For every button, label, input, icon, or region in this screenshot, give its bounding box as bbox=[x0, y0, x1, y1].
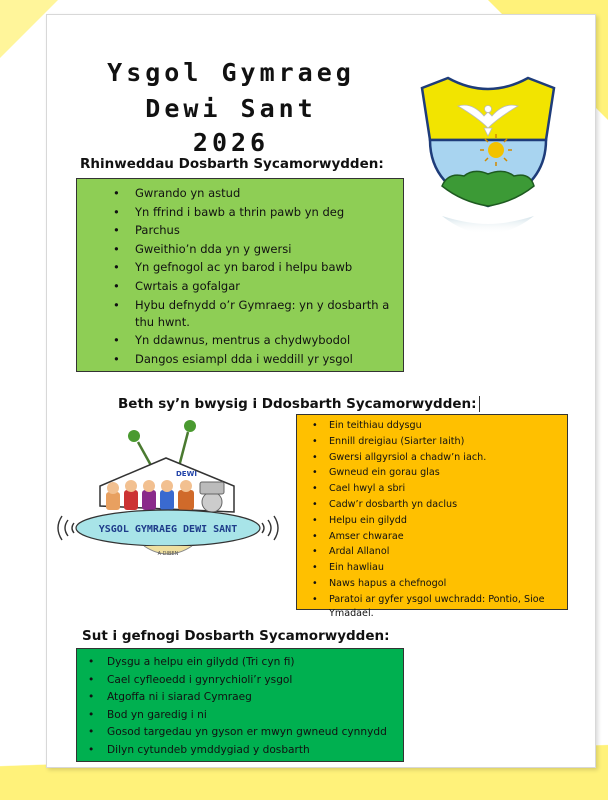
list-item: • Helpu ein gilydd bbox=[329, 514, 561, 528]
ufo-logo-subtext: A DIBEN bbox=[157, 551, 179, 557]
ufo-logo-text: YSGOL GYMRAEG DEWI SANT bbox=[98, 524, 238, 535]
page-title-line-2: Dewi Sant bbox=[145, 94, 317, 123]
list-item: • Cael hwyl a sbri bbox=[329, 482, 561, 496]
list-item: • Bod yn garedig i ni bbox=[107, 708, 395, 723]
list-item: • Cadw’r dosbarth yn daclus bbox=[329, 498, 561, 512]
list-item: • Ein hawliau bbox=[329, 561, 561, 575]
page-title-line-1: Ysgol Gymraeg bbox=[107, 58, 355, 87]
values-list bbox=[135, 185, 395, 368]
list-item: • Yn ddawnus, mentrus a chydwybodol bbox=[135, 332, 395, 349]
list-item: • Parchus bbox=[135, 222, 395, 239]
list-item: • Naws hapus a chefnogol bbox=[329, 577, 561, 591]
list-item: • Yn ffrind i bawb a thrin pawb yn deg bbox=[135, 204, 395, 221]
list-item: • Dysgu a helpu ein gilydd (Tri cyn fi) bbox=[107, 655, 395, 670]
text-cursor bbox=[479, 396, 480, 412]
list-item: • Ein teithiau ddysgu bbox=[329, 419, 561, 433]
list-item: • Hybu defnydd o’r Gymraeg: yn y dosbarth a thu hwnt. bbox=[135, 297, 395, 331]
list-item: • Gwersi allgyrsiol a chadw’n iach. bbox=[329, 451, 561, 465]
list-item: • Dilyn cytundeb ymddygiad y dosbarth bbox=[107, 743, 395, 758]
page-title-year: 2026 bbox=[192, 128, 270, 157]
school-crest-icon bbox=[418, 76, 558, 252]
list-item: • Ennill dreigiau (Siarter Iaith) bbox=[329, 435, 561, 449]
list-item: • Amser chwarae bbox=[329, 530, 561, 544]
values-heading: Rhinweddau Dosbarth Sycamorwydden: bbox=[80, 156, 384, 172]
list-item: • Ardal Allanol bbox=[329, 545, 561, 559]
list-item: • Gwneud ein gorau glas bbox=[329, 466, 561, 480]
ufo-logo-icon bbox=[54, 416, 286, 588]
list-item: • Cwrtais a gofalgar bbox=[135, 278, 395, 295]
list-item: • Yn gefnogol ac yn barod i helpu bawb bbox=[135, 259, 395, 276]
important-list bbox=[329, 419, 561, 621]
list-item: • Gosod targedau yn gyson er mwyn gwneud cynnydd bbox=[107, 725, 395, 740]
support-list bbox=[107, 655, 395, 758]
important-heading[interactable] bbox=[118, 396, 480, 412]
list-item: • Atgoffa ni i siarad Cymraeg bbox=[107, 690, 395, 705]
ufo-sign-text: DEWI bbox=[176, 470, 197, 478]
support-heading: Sut i gefnogi Dosbarth Sycamorwydden: bbox=[82, 628, 390, 644]
list-item: • Cael cyfleoedd i gynrychioli’r ysgol bbox=[107, 673, 395, 688]
list-item: • Dangos esiampl dda i weddill yr ysgol bbox=[135, 351, 395, 368]
values-box bbox=[76, 178, 404, 372]
important-box bbox=[296, 414, 568, 619]
list-item: • Gwrando yn astud bbox=[135, 185, 395, 202]
support-box bbox=[76, 648, 404, 762]
list-item: • Gweithio’n dda yn y gwersi bbox=[135, 241, 395, 258]
list-item: • Paratoi ar gyfer ysgol uwchradd: Pontio, Sioe Ymadael. bbox=[329, 593, 561, 621]
important-heading-text: Beth sy’n bwysig i Ddosbarth Sycamorwydden: bbox=[118, 396, 477, 412]
